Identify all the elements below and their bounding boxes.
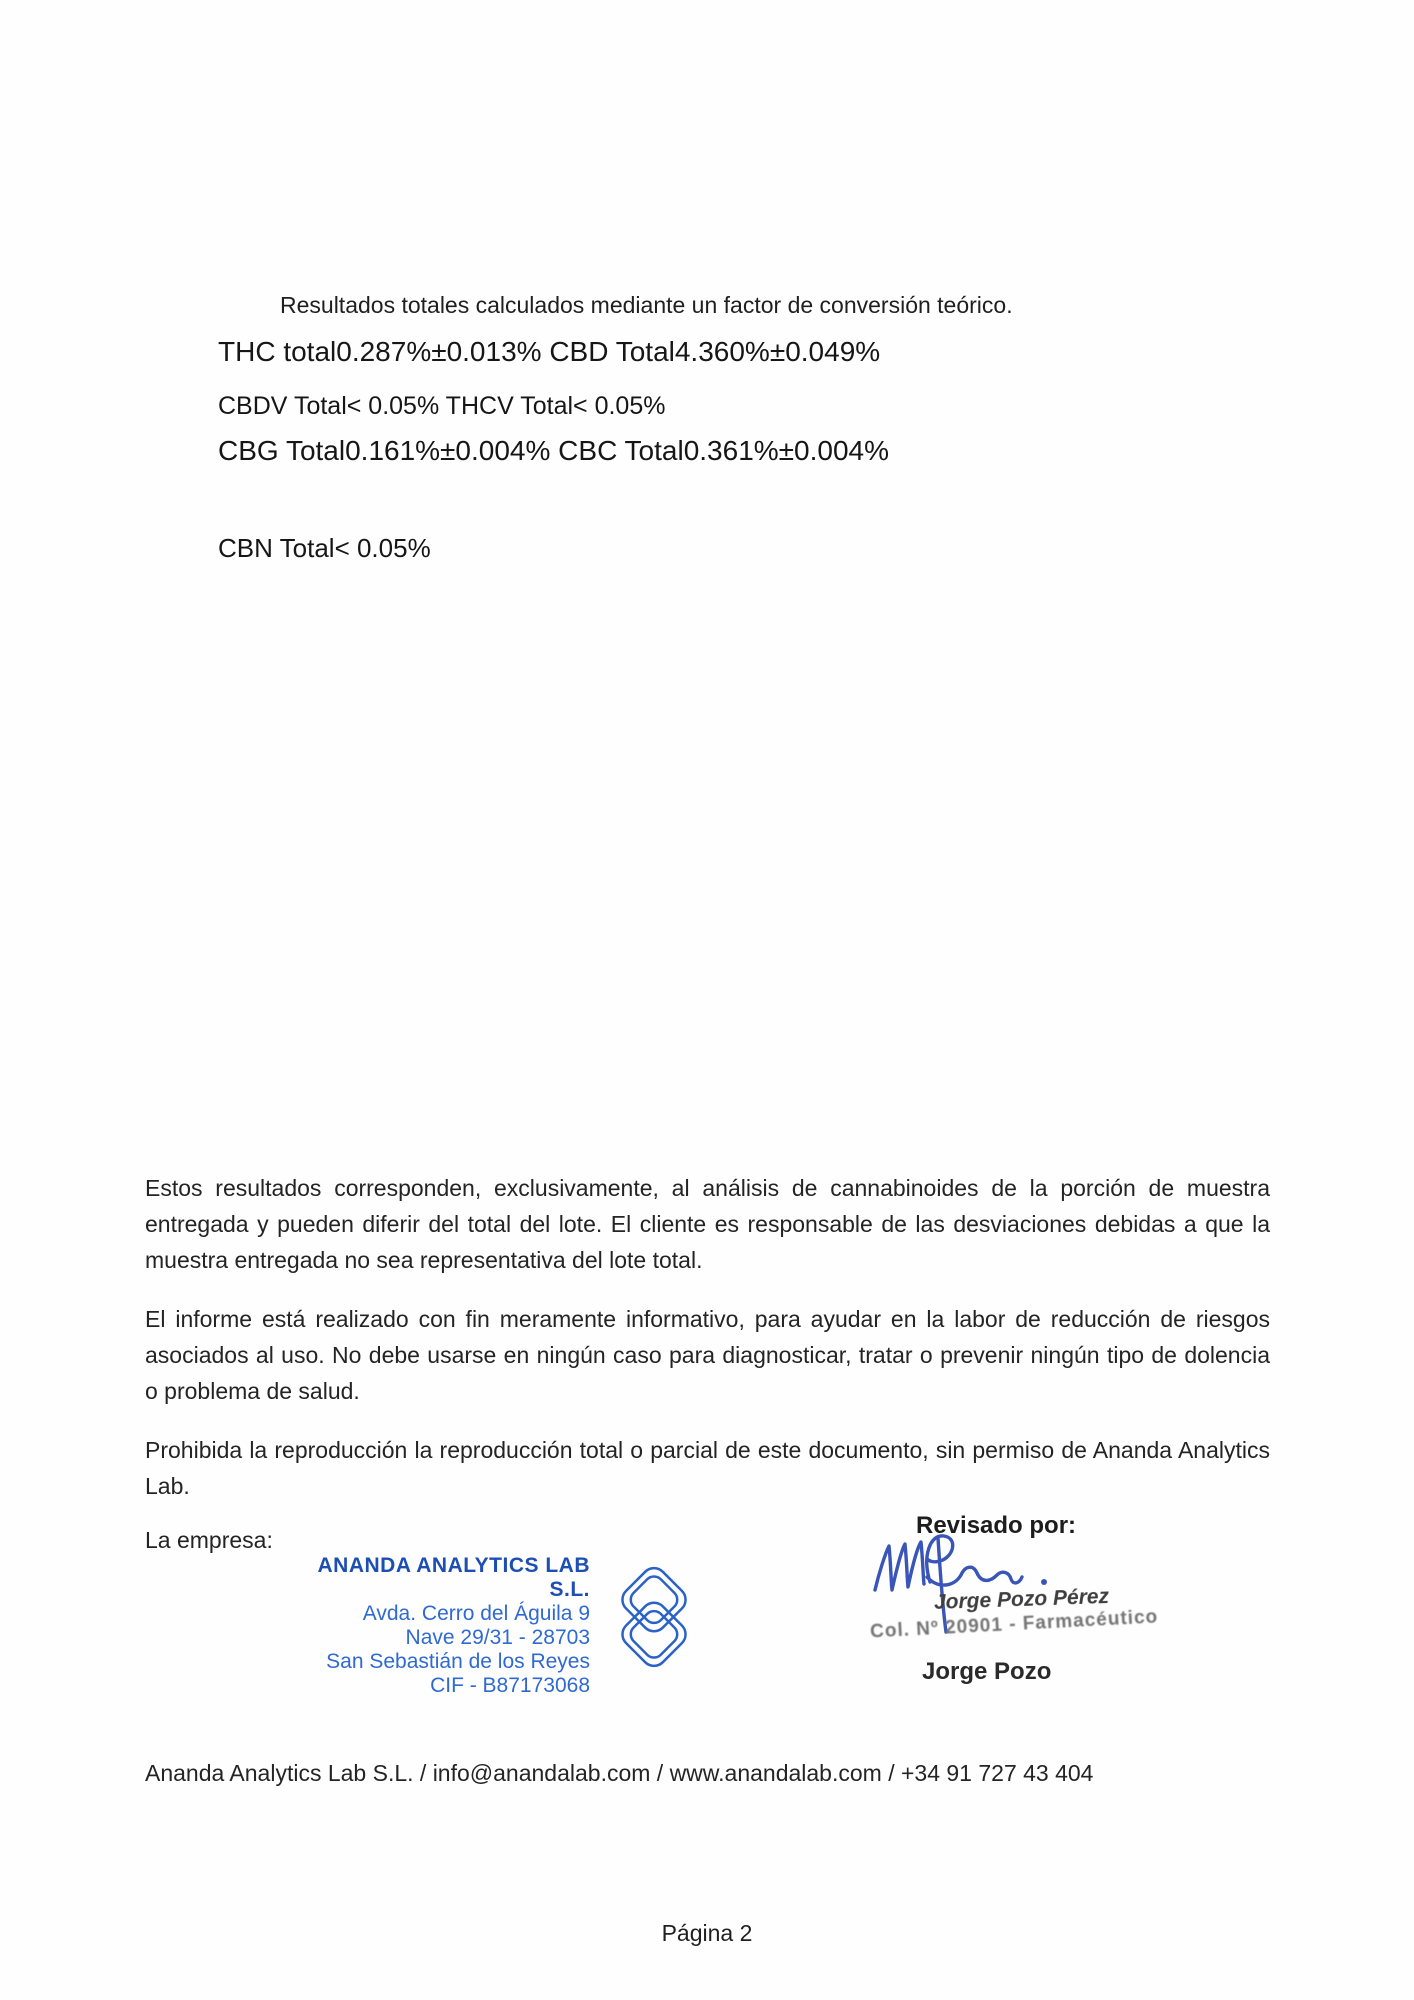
review-label: Revisado por: (916, 1512, 1077, 1539)
result-line-cbdv-thcv: CBDV Total< 0.05% THCV Total< 0.05% (218, 392, 666, 420)
company-address-line1: Avda. Cerro del Águila 9 (362, 1602, 590, 1625)
reviewer-name: Jorge Pozo (922, 1658, 1052, 1685)
footer-contact: Ananda Analytics Lab S.L. / info@anandalab.com / www.anandalab.com / +34 91 727 43 404 (145, 1760, 1094, 1786)
page-number: Página 2 (661, 1920, 753, 1946)
results-heading: Resultados totales calculados mediante un factor de conversión teórico. (280, 292, 1013, 318)
company-name: ANANDA ANALYTICS LAB S.L. (317, 1554, 590, 1601)
company-cif: CIF - B87173068 (430, 1674, 590, 1697)
ananda-logo-icon (604, 1554, 704, 1680)
disclaimer-paragraph-1: Estos resultados corresponden, exclusivamente, al análisis de cannabinoides de la porción de muestra entregada y pueden diferir del total del lote. El cliente es responsable de las desviaciones debidas a que la muestra entregada no sea representativa del lote total. (145, 1175, 1270, 1273)
company-address-line3: San Sebastián de los Reyes (326, 1650, 590, 1673)
company-address-line2: Nave 29/31 - 28703 (405, 1626, 590, 1649)
company-stamp (298, 1554, 704, 1698)
result-line-cbn: CBN Total< 0.05% (218, 533, 431, 563)
company-stamp-text (298, 1554, 590, 1698)
disclaimer-paragraph-3: Prohibida la reproducción la reproducción total o parcial de este documento, sin permiso de Ananda Analytics Lab. (145, 1437, 1270, 1499)
disclaimer-paragraph-2: El informe está realizado con fin meramente informativo, para ayudar en la labor de reducción de riesgos asociados al uso. No debe usarse en ningún caso para diagnosticar, tratar o prevenir ningún tipo de dolencia o problema de salud. (145, 1306, 1270, 1404)
reviewer-stamp-license: Col. Nº 20901 - Farmacéutico (869, 1606, 1159, 1643)
reviewer-stamp-name: Jorge Pozo Pérez (933, 1584, 1110, 1615)
result-line-cbg-cbc: CBG Total0.161%±0.004% CBC Total0.361%±0.004% (218, 435, 890, 466)
disclaimer-section (145, 1170, 1270, 1554)
result-line-thc-cbd: THC total0.287%±0.013% CBD Total4.360%±0.049% (218, 336, 881, 367)
company-label: La empresa: (145, 1527, 273, 1553)
review-section (858, 1512, 1178, 1712)
